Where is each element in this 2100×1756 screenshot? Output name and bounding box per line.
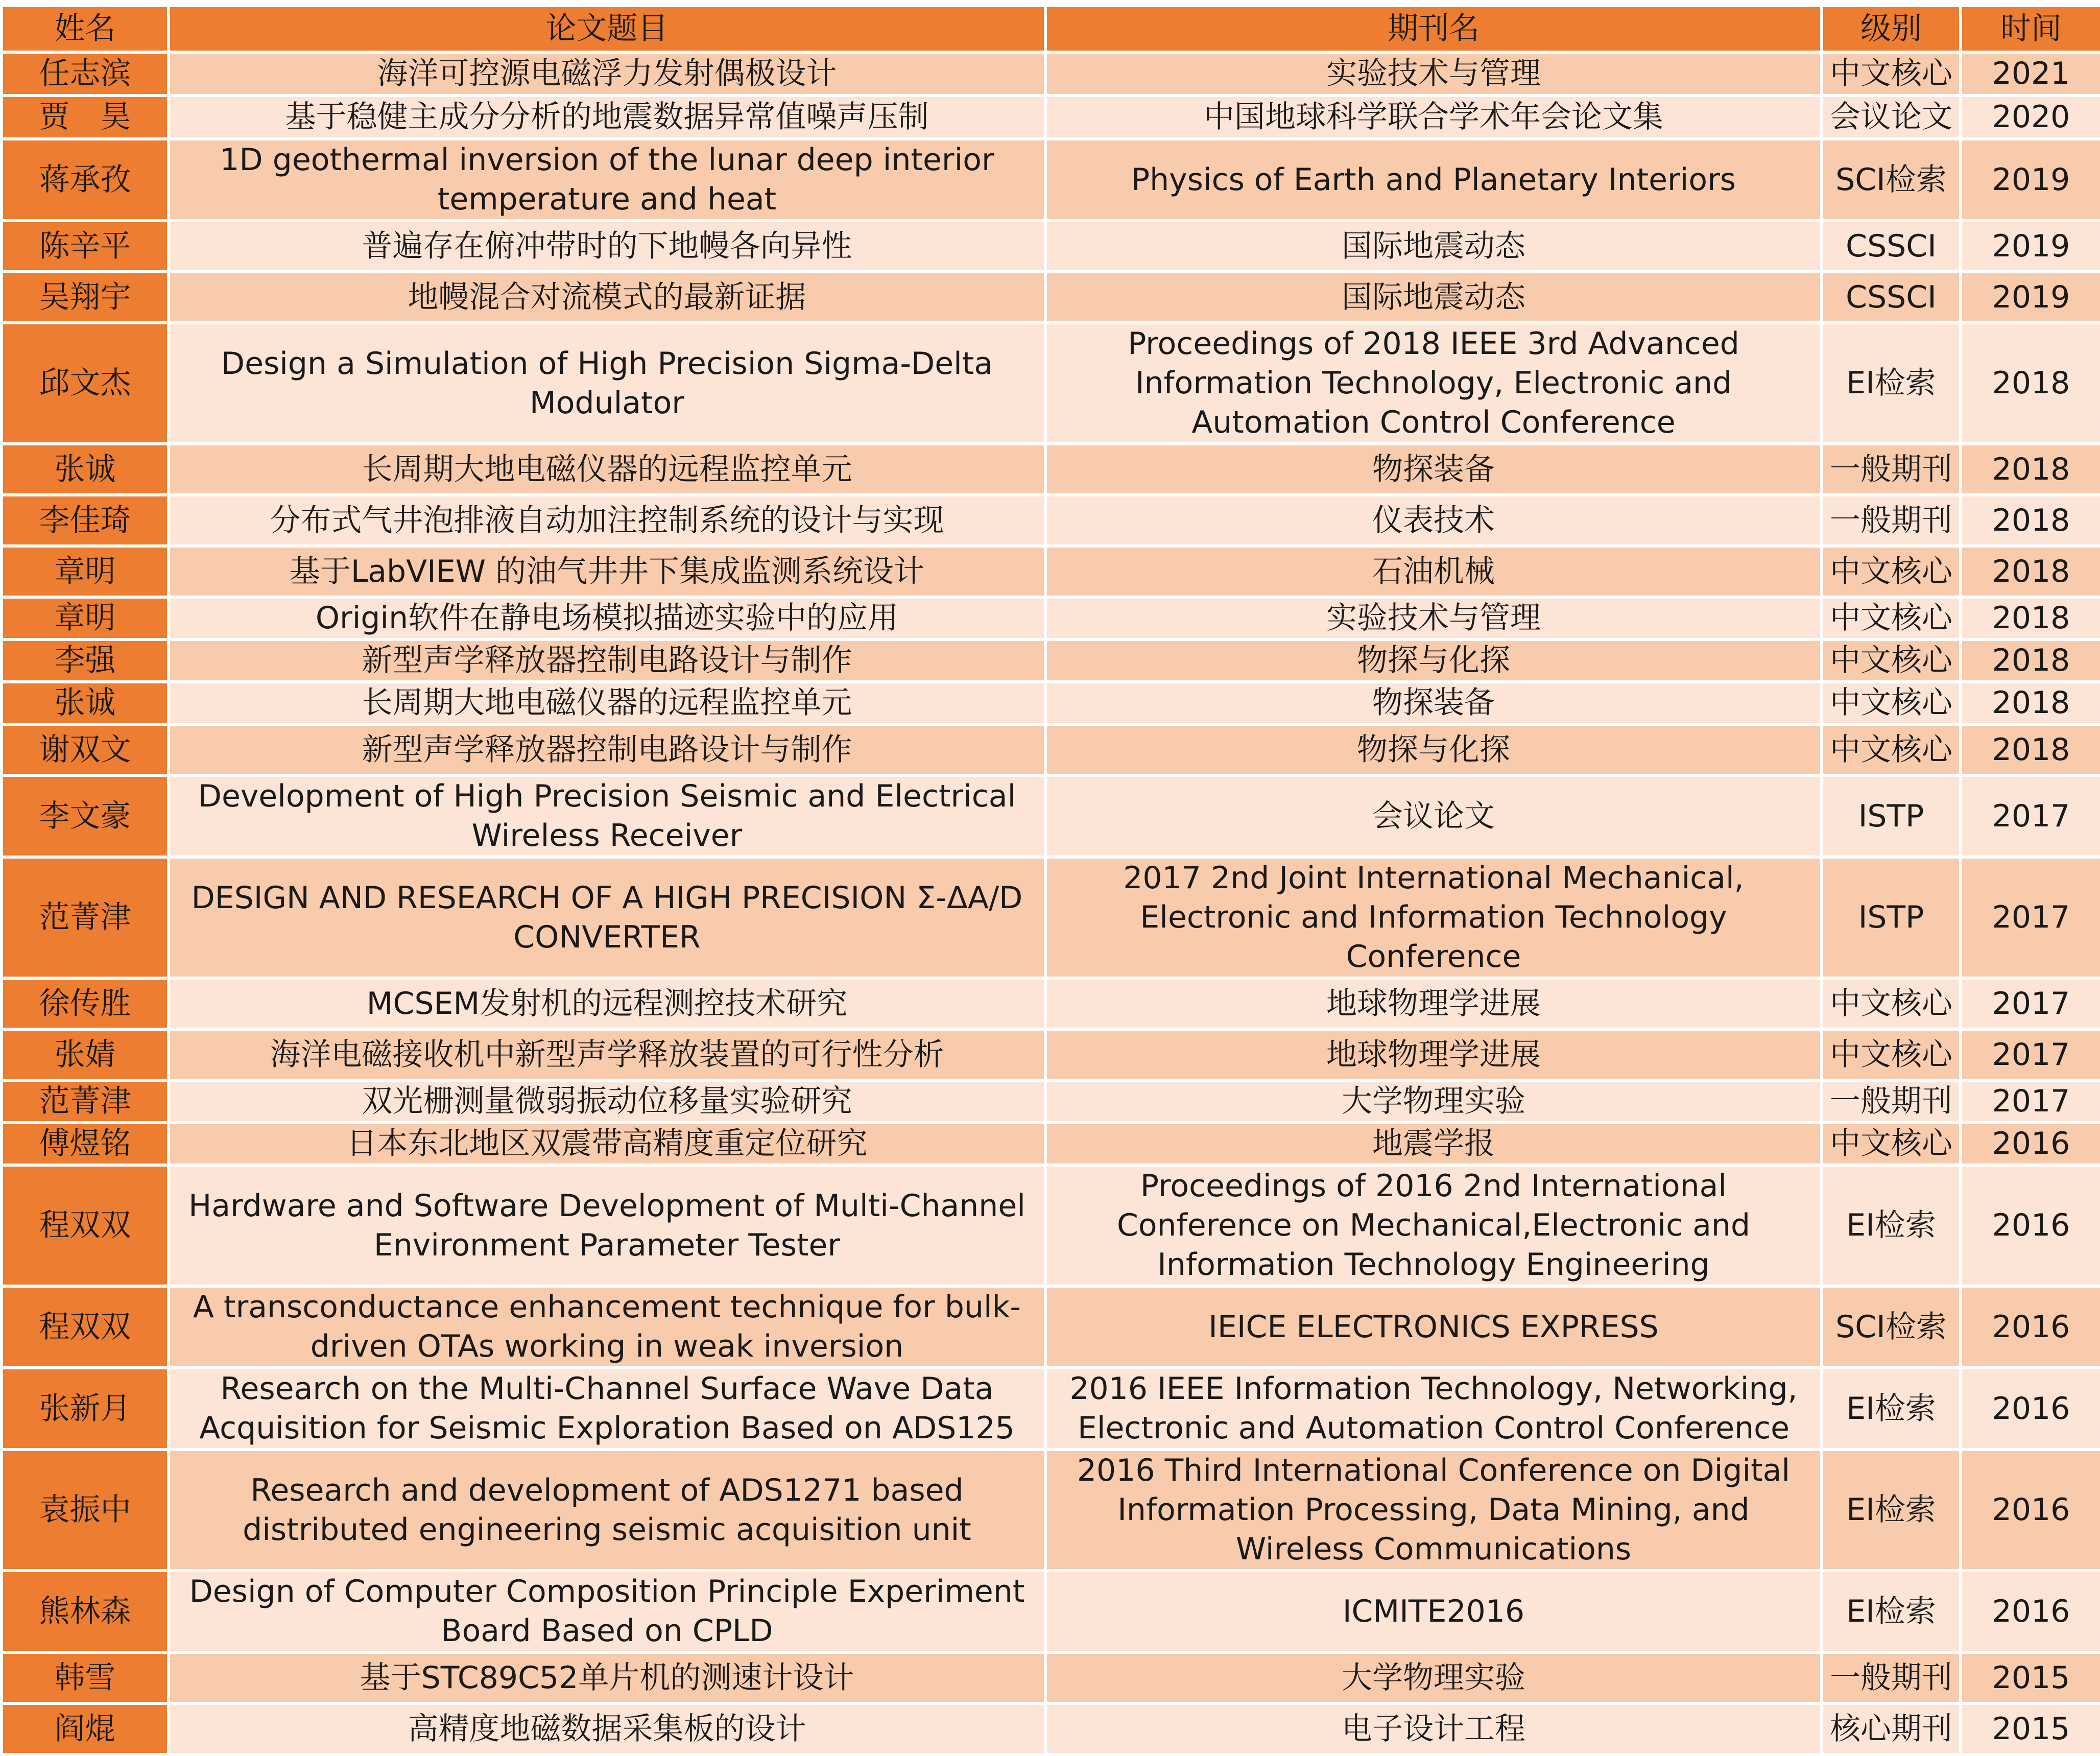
header-year[interactable]: 时间	[1961, 6, 2100, 52]
cell-title[interactable]: Hardware and Software Development of Multi-Channel Environment Parameter Tester	[169, 1165, 1045, 1286]
cell-journal[interactable]: IEICE ELECTRONICS EXPRESS	[1045, 1286, 1822, 1368]
cell-year[interactable]: 2016	[1961, 1571, 2100, 1652]
cell-title[interactable]: 海洋电磁接收机中新型声学释放装置的可行性分析	[169, 1029, 1045, 1080]
cell-year[interactable]: 2016	[1961, 1450, 2100, 1571]
cell-year[interactable]: 2018	[1961, 682, 2100, 724]
cell-year[interactable]: 2017	[1961, 1080, 2100, 1123]
table-row	[2, 444, 2100, 495]
cell-title[interactable]: 1D geothermal inversion of the lunar deep interior temperature and heat	[169, 139, 1045, 221]
cell-year[interactable]: 2018	[1961, 724, 2100, 775]
cell-name[interactable]: 张婧	[2, 1029, 169, 1080]
table-row	[2, 495, 2100, 546]
cell-name[interactable]: 徐传胜	[2, 978, 169, 1029]
table-row	[2, 272, 2100, 323]
header-title[interactable]: 论文题目	[169, 6, 1045, 52]
cell-name[interactable]: 邱文杰	[2, 323, 169, 444]
header-name[interactable]: 姓名	[2, 6, 169, 52]
cell-title[interactable]: 新型声学释放器控制电路设计与制作	[169, 724, 1045, 775]
cell-level[interactable]: EI检索	[1822, 1571, 1961, 1652]
cell-title[interactable]: 高精度地磁数据采集板的设计	[169, 1703, 1045, 1754]
cell-title[interactable]: 基于稳健主成分分析的地震数据异常值噪声压制	[169, 96, 1045, 139]
cell-level[interactable]: 核心期刊	[1822, 1703, 1961, 1754]
cell-year[interactable]: 2018	[1961, 495, 2100, 546]
cell-name[interactable]: 章明	[2, 546, 169, 597]
cell-title[interactable]: 新型声学释放器控制电路设计与制作	[169, 639, 1045, 682]
cell-name[interactable]: 范菁津	[2, 857, 169, 978]
cell-journal[interactable]: 仪表技术	[1045, 495, 1822, 546]
cell-name[interactable]: 谢双文	[2, 724, 169, 775]
cell-name[interactable]: 韩雪	[2, 1652, 169, 1703]
cell-year[interactable]: 2017	[1961, 775, 2100, 857]
cell-level[interactable]: SCI检索	[1822, 139, 1961, 221]
table-row	[2, 546, 2100, 597]
cell-year[interactable]: 2019	[1961, 139, 2100, 221]
cell-journal[interactable]: 2017 2nd Joint International Mechanical, Electronic and Information Technology Conference	[1045, 857, 1822, 978]
cell-year[interactable]: 2018	[1961, 546, 2100, 597]
cell-year[interactable]: 2015	[1961, 1652, 2100, 1703]
cell-level[interactable]: EI检索	[1822, 1450, 1961, 1571]
cell-name[interactable]: 袁振中	[2, 1450, 169, 1571]
cell-title[interactable]: 长周期大地电磁仪器的远程监控单元	[169, 682, 1045, 724]
table-row	[2, 857, 2100, 978]
cell-title[interactable]: Design of Computer Composition Principle Experiment Board Based on CPLD	[169, 1571, 1045, 1652]
cell-year[interactable]: 2018	[1961, 639, 2100, 682]
table-row	[2, 1652, 2100, 1703]
table-row	[2, 597, 2100, 639]
cell-year[interactable]: 2019	[1961, 221, 2100, 272]
cell-title[interactable]: 地幔混合对流模式的最新证据	[169, 272, 1045, 323]
cell-journal[interactable]: 石油机械	[1045, 546, 1822, 597]
cell-level[interactable]: 一般期刊	[1822, 1080, 1961, 1123]
cell-title[interactable]: Design a Simulation of High Precision Sigma-Delta Modulator	[169, 323, 1045, 444]
cell-journal[interactable]: 物探与化探	[1045, 639, 1822, 682]
cell-level[interactable]: 一般期刊	[1822, 1652, 1961, 1703]
cell-name[interactable]: 蒋承孜	[2, 139, 169, 221]
cell-name[interactable]: 阎焜	[2, 1703, 169, 1754]
cell-name[interactable]: 李文豪	[2, 775, 169, 857]
table-row	[2, 221, 2100, 272]
cell-title[interactable]: DESIGN AND RESEARCH OF A HIGH PRECISION Σ-ΔA/D CONVERTER	[169, 857, 1045, 978]
cell-journal[interactable]: 物探装备	[1045, 682, 1822, 724]
cell-title[interactable]: Research and development of ADS1271 based distributed engineering seismic acquisition unit	[169, 1450, 1045, 1571]
cell-level[interactable]: 中文核心	[1822, 978, 1961, 1029]
table-row	[2, 1123, 2100, 1165]
cell-level[interactable]: 中文核心	[1822, 52, 1961, 96]
table-row	[2, 1029, 2100, 1080]
cell-title[interactable]: 海洋可控源电磁浮力发射偶极设计	[169, 52, 1045, 96]
cell-level[interactable]: 中文核心	[1822, 546, 1961, 597]
cell-name[interactable]: 任志滨	[2, 52, 169, 96]
table-row	[2, 1286, 2100, 1368]
cell-title[interactable]: 长周期大地电磁仪器的远程监控单元	[169, 444, 1045, 495]
cell-year[interactable]: 2015	[1961, 1703, 2100, 1754]
cell-journal[interactable]: 地震学报	[1045, 1123, 1822, 1165]
cell-journal[interactable]: 会议论文	[1045, 775, 1822, 857]
table-row	[2, 139, 2100, 221]
cell-title[interactable]: Research on the Multi-Channel Surface Wave Data Acquisition for Seismic Exploration Based on ADS125	[169, 1368, 1045, 1450]
cell-year[interactable]: 2017	[1961, 978, 2100, 1029]
cell-title[interactable]: Development of High Precision Seismic and Electrical Wireless Receiver	[169, 775, 1045, 857]
cell-name[interactable]: 张诚	[2, 682, 169, 724]
cell-name[interactable]: 陈辛平	[2, 221, 169, 272]
cell-name[interactable]: 熊林森	[2, 1571, 169, 1652]
cell-journal[interactable]: Physics of Earth and Planetary Interiors	[1045, 139, 1822, 221]
cell-journal[interactable]: 2016 Third International Conference on Digital Information Processing, Data Mining, and Wireless Communications	[1045, 1450, 1822, 1571]
cell-level[interactable]: CSSCI	[1822, 272, 1961, 323]
cell-year[interactable]: 2016	[1961, 1368, 2100, 1450]
cell-year[interactable]: 2016	[1961, 1165, 2100, 1286]
cell-journal[interactable]: 2016 IEEE Information Technology, Networking, Electronic and Automation Control Conference	[1045, 1368, 1822, 1450]
cell-level[interactable]: 中文核心	[1822, 1029, 1961, 1080]
cell-title[interactable]: 双光栅测量微弱振动位移量实验研究	[169, 1080, 1045, 1123]
table-row	[2, 1080, 2100, 1123]
cell-level[interactable]: 中文核心	[1822, 639, 1961, 682]
header-level[interactable]: 级别	[1822, 6, 1961, 52]
cell-journal[interactable]: 电子设计工程	[1045, 1703, 1822, 1754]
cell-journal[interactable]: 大学物理实验	[1045, 1652, 1822, 1703]
cell-journal[interactable]: 物探与化探	[1045, 724, 1822, 775]
cell-journal[interactable]: 国际地震动态	[1045, 221, 1822, 272]
cell-level[interactable]: EI检索	[1822, 1368, 1961, 1450]
table-row	[2, 978, 2100, 1029]
cell-level[interactable]: 一般期刊	[1822, 444, 1961, 495]
cell-journal[interactable]: 大学物理实验	[1045, 1080, 1822, 1123]
cell-level[interactable]: SCI检索	[1822, 1286, 1961, 1368]
cell-name[interactable]: 张诚	[2, 444, 169, 495]
cell-level[interactable]: 一般期刊	[1822, 495, 1961, 546]
cell-name[interactable]: 李佳琦	[2, 495, 169, 546]
cell-level[interactable]: 中文核心	[1822, 682, 1961, 724]
table-row	[2, 52, 2100, 96]
table-row	[2, 96, 2100, 139]
cell-journal[interactable]: 物探装备	[1045, 444, 1822, 495]
cell-year[interactable]: 2016	[1961, 1286, 2100, 1368]
cell-name[interactable]: 程双双	[2, 1286, 169, 1368]
table-row	[2, 323, 2100, 444]
cell-name[interactable]: 章明	[2, 597, 169, 639]
table-row	[2, 1450, 2100, 1571]
cell-level[interactable]: ISTP	[1822, 775, 1961, 857]
cell-year[interactable]: 2018	[1961, 444, 2100, 495]
cell-name[interactable]: 范菁津	[2, 1080, 169, 1123]
table-row	[2, 1165, 2100, 1286]
cell-title[interactable]: A transconductance enhancement technique for bulk-driven OTAs working in weak inversion	[169, 1286, 1045, 1368]
cell-level[interactable]: EI检索	[1822, 1165, 1961, 1286]
cell-level[interactable]: ISTP	[1822, 857, 1961, 978]
cell-level[interactable]: 会议论文	[1822, 96, 1961, 139]
table-row	[2, 682, 2100, 724]
cell-year[interactable]: 2017	[1961, 1029, 2100, 1080]
cell-level[interactable]: 中文核心	[1822, 724, 1961, 775]
cell-journal[interactable]: 国际地震动态	[1045, 272, 1822, 323]
cell-journal[interactable]: 地球物理学进展	[1045, 1029, 1822, 1080]
cell-year[interactable]: 2018	[1961, 597, 2100, 639]
cell-year[interactable]: 2018	[1961, 323, 2100, 444]
cell-year[interactable]: 2016	[1961, 1123, 2100, 1165]
table-row	[2, 639, 2100, 682]
cell-title[interactable]: Origin软件在静电场模拟描迹实验中的应用	[169, 597, 1045, 639]
cell-journal[interactable]: 地球物理学进展	[1045, 978, 1822, 1029]
cell-year[interactable]: 2020	[1961, 96, 2100, 139]
cell-title[interactable]: 普遍存在俯冲带时的下地幔各向异性	[169, 221, 1045, 272]
cell-year[interactable]: 2019	[1961, 272, 2100, 323]
cell-name[interactable]: 贾 昊	[2, 96, 169, 139]
table-row	[2, 724, 2100, 775]
cell-journal[interactable]: Proceedings of 2018 IEEE 3rd Advanced Information Technology, Electronic and Automation Control Conference	[1045, 323, 1822, 444]
cell-level[interactable]: 中文核心	[1822, 1123, 1961, 1165]
cell-title[interactable]: 分布式气井泡排液自动加注控制系统的设计与实现	[169, 495, 1045, 546]
cell-level[interactable]: 中文核心	[1822, 597, 1961, 639]
table-row	[2, 1703, 2100, 1754]
publications-table	[0, 4, 2100, 1756]
cell-journal[interactable]: ICMITE2016	[1045, 1571, 1822, 1652]
cell-year[interactable]: 2017	[1961, 857, 2100, 978]
cell-name[interactable]: 傅煜铭	[2, 1123, 169, 1165]
cell-name[interactable]: 李强	[2, 639, 169, 682]
table-row	[2, 1571, 2100, 1652]
cell-year[interactable]: 2021	[1961, 52, 2100, 96]
cell-title[interactable]: 日本东北地区双震带高精度重定位研究	[169, 1123, 1045, 1165]
cell-level[interactable]: EI检索	[1822, 323, 1961, 444]
header-journal[interactable]: 期刊名	[1045, 6, 1822, 52]
cell-name[interactable]: 张新月	[2, 1368, 169, 1450]
header-row	[2, 6, 2100, 52]
cell-title[interactable]: 基于STC89C52单片机的测速计设计	[169, 1652, 1045, 1703]
cell-title[interactable]: MCSEM发射机的远程测控技术研究	[169, 978, 1045, 1029]
table-row	[2, 1368, 2100, 1450]
cell-name[interactable]: 吴翔宇	[2, 272, 169, 323]
cell-level[interactable]: CSSCI	[1822, 221, 1961, 272]
cell-title[interactable]: 基于LabVIEW 的油气井井下集成监测系统设计	[169, 546, 1045, 597]
cell-journal[interactable]: Proceedings of 2016 2nd International Conference on Mechanical,Electronic and Information Technology Engineering	[1045, 1165, 1822, 1286]
cell-journal[interactable]: 中国地球科学联合学术年会论文集	[1045, 96, 1822, 139]
table-row	[2, 775, 2100, 857]
cell-name[interactable]: 程双双	[2, 1165, 169, 1286]
cell-journal[interactable]: 实验技术与管理	[1045, 52, 1822, 96]
cell-journal[interactable]: 实验技术与管理	[1045, 597, 1822, 639]
